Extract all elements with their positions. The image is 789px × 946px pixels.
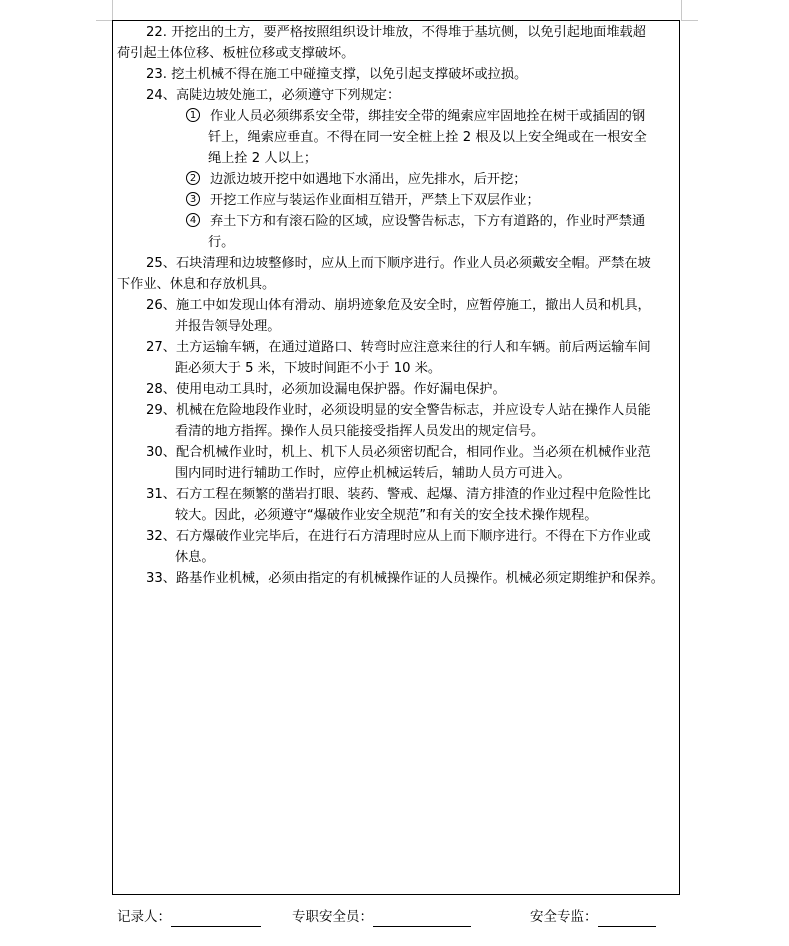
subitem-1-line-3: 绳上拴 2 人以上； xyxy=(208,151,318,166)
safety-officer-signature-line[interactable] xyxy=(373,910,471,927)
item-31-line-1: 31、石方工程在频繁的凿岩打眼、装药、警戒、起爆、清方排渣的作业过程中危险性比 xyxy=(146,487,651,502)
item-27-line-1: 27、土方运输车辆，在通过道路口、转弯时应注意来往的行人和车辆。前后两运输车间 xyxy=(146,340,651,355)
subitem-1-line-2: 钎上，绳索应垂直。不得在同一安全桩上拴 2 根及以上安全绳或在一根安全 xyxy=(208,130,647,145)
subitem-2: 2 边派边坡开挖中如遇地下水涌出，应先排水，后开挖； xyxy=(186,169,527,190)
recorder-label: 记录人： xyxy=(117,909,171,925)
circled-number-3: 3 xyxy=(186,192,200,206)
item-30-line-2: 围内同时进行辅助工作时，应停止机械运转后，辅助人员方可进入。 xyxy=(175,466,571,481)
safety-supervisor-field xyxy=(530,907,656,927)
item-22-line-2: 荷引起土体位移、板桩位移或支撑破坏。 xyxy=(117,46,355,61)
safety-officer-label: 专职安全员： xyxy=(292,909,373,925)
item-23: 23. 挖土机械不得在施工中碰撞支撑，以免引起支撑破坏或拉损。 xyxy=(146,67,528,82)
item-32-line-2: 休息。 xyxy=(175,550,215,565)
safety-officer-field xyxy=(292,907,471,927)
item-25-line-1: 25、石块清理和边坡整修时，应从上而下顺序进行。作业人员必须戴安全帽。严禁在坡 xyxy=(146,256,651,271)
item-29-line-2: 看清的地方指挥。操作人员只能接受指挥人员发出的规定信号。 xyxy=(175,424,545,439)
circled-number-2: 2 xyxy=(186,171,200,185)
safety-supervisor-signature-line[interactable] xyxy=(598,910,656,927)
crop-mark-top-left xyxy=(96,0,113,21)
item-28: 28、使用电动工具时，必须加设漏电保护器。作好漏电保护。 xyxy=(146,382,506,397)
item-26-line-2: 并报告领导处理。 xyxy=(175,319,281,334)
subitem-3: 3 开挖工作应与装运作业面相互错开，严禁上下双层作业； xyxy=(186,190,540,211)
item-26-line-1: 26、施工中如发现山体有滑动、崩坍迹象危及安全时，应暂停施工，撤出人员和机具， xyxy=(146,298,651,313)
crop-mark-top-right xyxy=(681,0,698,21)
subitem-4-line-2: 行。 xyxy=(208,235,235,250)
subitem-4-line-1: 4 弃土下方和有滚石险的区域，应设警告标志，下方有道路的，作业时严禁通 xyxy=(186,211,645,232)
recorder-field xyxy=(117,907,261,927)
item-25-line-2: 下作业、休息和存放机具。 xyxy=(117,277,276,292)
item-22-line-1: 22. 开挖出的土方，要严格按照组织设计堆放，不得堆于基坑侧，以免引起地面堆载超 xyxy=(146,25,646,40)
circled-number-1: 1 xyxy=(186,108,200,122)
item-29-line-1: 29、机械在危险地段作业时，必须设明显的安全警告标志，并应设专人站在操作人员能 xyxy=(146,403,651,418)
item-31-line-2: 较大。因此，必须遵守“爆破作业安全规范”和有关的安全技术操作规程。 xyxy=(175,508,598,523)
item-32-line-1: 32、石方爆破作业完毕后，在进行石方清理时应从上而下顺序进行。不得在下方作业或 xyxy=(146,529,651,544)
item-24: 24、高陡边坡处施工，必须遵守下列规定： xyxy=(146,88,401,103)
safety-supervisor-label: 安全专监： xyxy=(530,909,598,925)
subitem-1-line-1: 1 作业人员必须绑系安全带，绑挂安全带的绳索应牢固地拴在树干或插固的钢 xyxy=(186,106,645,127)
recorder-signature-line[interactable] xyxy=(171,910,261,927)
item-33: 33、路基作业机械，必须由指定的有机械操作证的人员操作。机械必须定期维护和保养。 xyxy=(146,571,664,586)
circled-number-4: 4 xyxy=(186,213,200,227)
item-30-line-1: 30、配合机械作业时，机上、机下人员必须密切配合，相同作业。当必须在机械作业范 xyxy=(146,445,651,460)
item-27-line-2: 距必须大于 5 米，下坡时间距不小于 10 米。 xyxy=(175,361,442,376)
